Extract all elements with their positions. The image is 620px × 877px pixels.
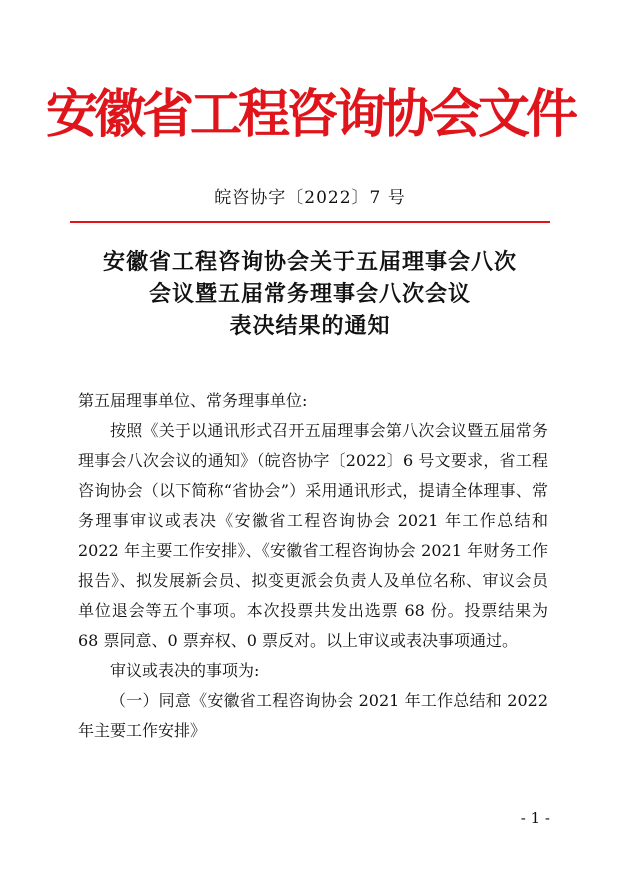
page-number: - 1 - (520, 809, 550, 827)
body-paragraph-main: 按照《关于以通讯形式召开五届理事会第八次会议暨五届常务理事会八次会议的通知》（皖咨协字〔2022〕6 号文要求，省工程咨询协会（以下简称“省协会”）采用通讯形式，提请全体理事、常务理事审议或表决《安徽省工程咨询协会 2021 年工作总结和 2022 年主要工作安排》、《安徽省工程咨询协会 2021 年财务工作报告》、拟发展新会员、拟变更派会负责人及单位名称、审议会员单位退会等五个事项。本次投票共发出选票 68 份。投票结果为 68 票同意、0 票弃权、0 票反对。以上审议或表决事项通过。 (78, 421, 548, 650)
notice-title (0, 246, 620, 342)
title-line-2: 会议暨五届常务理事会八次会议 (148, 281, 471, 307)
document-masthead: 安徽省工程咨询协会文件 (45, 84, 574, 145)
document-number: 皖咨协字〔2022〕7 号 (214, 188, 406, 208)
salutation: 第五届理事单位、常务理事单位: (78, 391, 308, 410)
title-line-1: 安徽省工程咨询协会关于五届理事会八次 (102, 249, 517, 275)
body-paragraph-items-intro: 审议或表决的事项为: (110, 661, 260, 680)
title-line-3: 表决结果的通知 (229, 313, 391, 339)
body-paragraph-item-1: （一）同意《安徽省工程咨询协会 2021 年工作总结和 2022 年主要工作安排》 (78, 691, 548, 740)
notice-body (78, 386, 548, 746)
red-divider-line (70, 221, 550, 223)
